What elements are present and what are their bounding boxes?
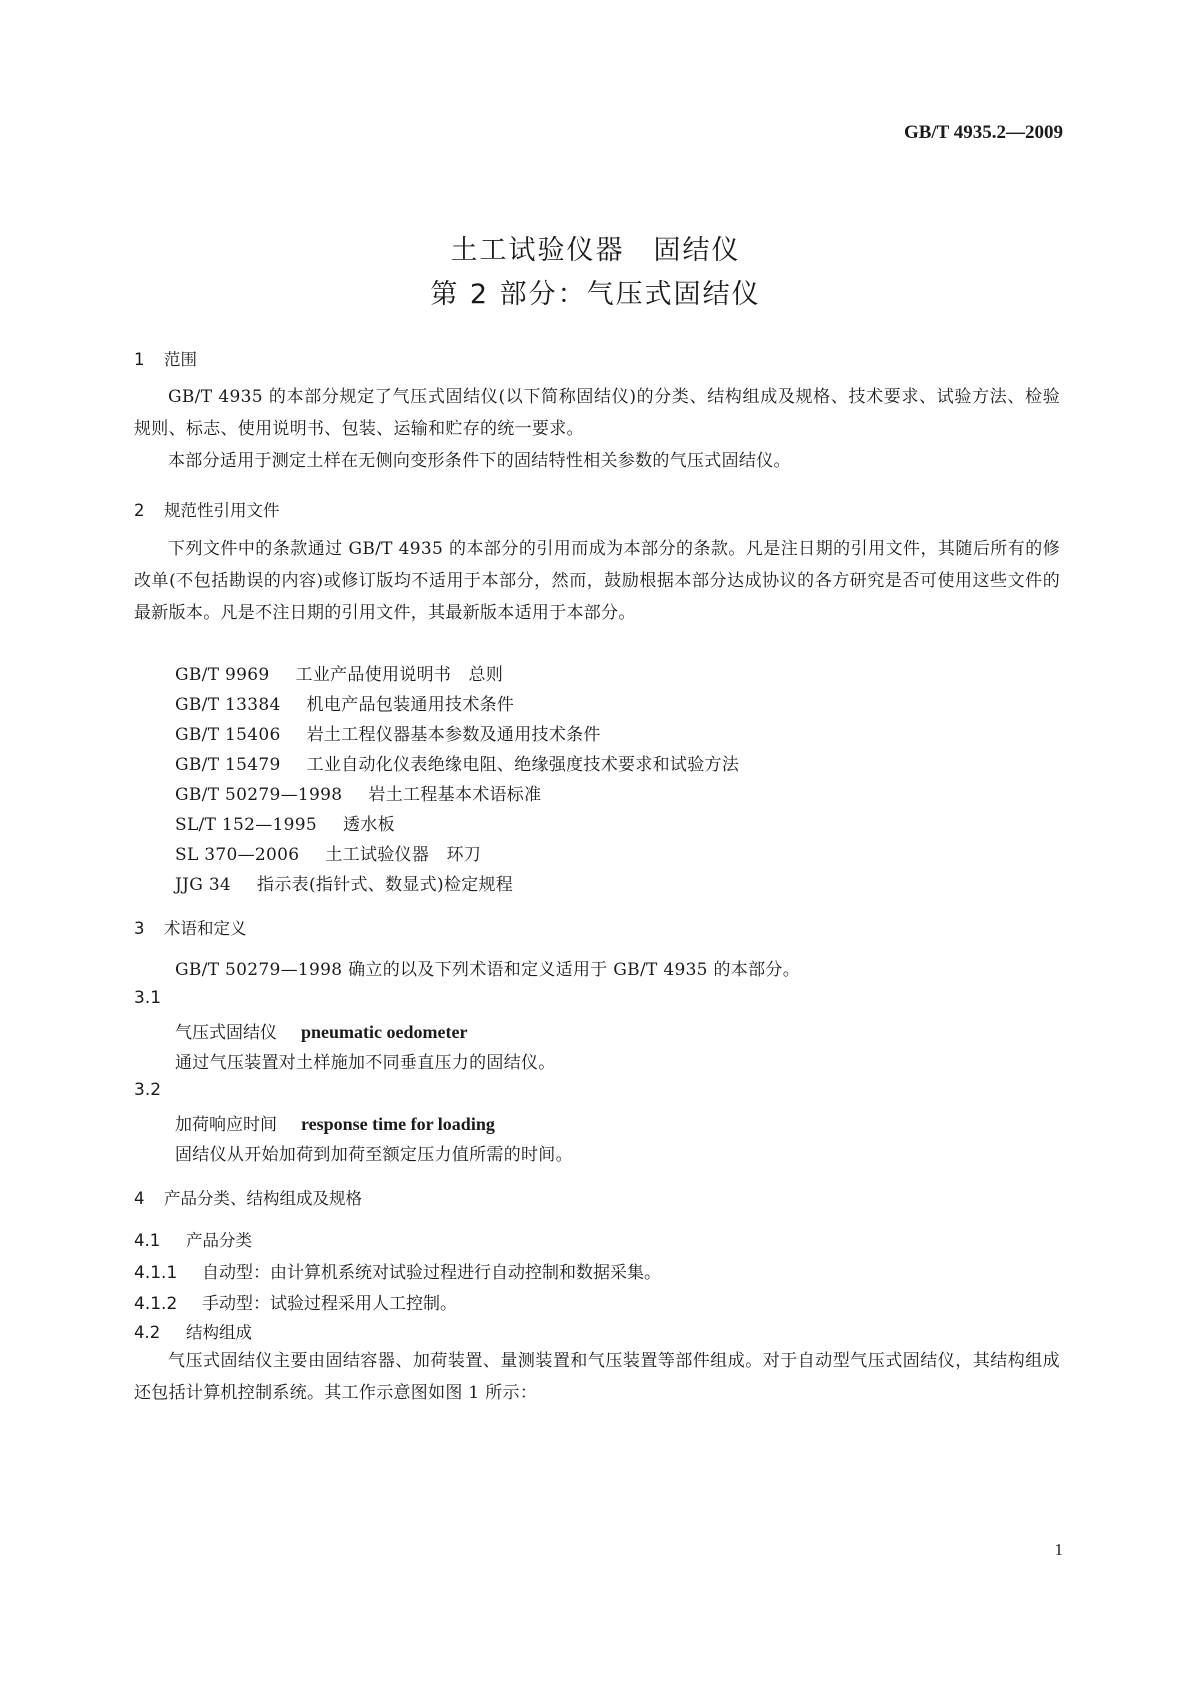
subsection-number: 4.1 [134,1231,161,1250]
subsection-title: 结构组成 [186,1323,252,1342]
section-1-para-1: GB/T 4935 的本部分规定了气压式固结仪(以下简称固结仪)的分类、结构组成及规格、技术要求、试验方法、检验规则、标志、使用说明书、包装、运输和贮存的统一要求。 [134,387,1060,439]
reference-title: 透水板 [343,815,395,835]
subsection-4-1-heading [134,1227,252,1251]
clause-text: ：试验过程采用人工控制。 [253,1294,457,1314]
term-name [175,1018,467,1043]
reference-code: SL 370—2006 [175,845,300,865]
page-number: 1 [1054,1540,1063,1559]
clause-label: 自动型 [202,1263,253,1283]
reference-title: 机电产品包装通用技术条件 [306,695,515,715]
section-title: 产品分类、结构组成及规格 [164,1189,362,1208]
subsection-number: 4.2 [134,1323,161,1342]
reference-code: GB/T 9969 [175,665,270,685]
reference-title: 工业自动化仪表绝缘电阻、绝缘强度技术要求和试验方法 [306,755,740,775]
term-name-en: pneumatic oedometer [301,1022,468,1042]
section-number: 2 [134,501,145,520]
reference-title: 岩土工程基本术语标准 [368,785,542,805]
doc-title-line2: 第 2 部分：气压式固结仪 [430,279,761,310]
section-title: 范围 [164,350,197,369]
reference-item [175,720,601,745]
reference-item [175,750,739,775]
clause-number: 4.1.1 [134,1263,178,1283]
reference-title: 土工试验仪器 环刀 [325,845,482,865]
term-name-cn: 气压式固结仪 [175,1023,277,1043]
section-1-para-2: 本部分适用于测定土样在无侧向变形条件下的固结特性相关参数的气压式固结仪。 [168,451,791,471]
clause-text: ：由计算机系统对试验过程进行自动控制和数据采集。 [253,1263,661,1283]
reference-code: SL/T 152—1995 [175,815,318,835]
section-3-heading [134,915,247,939]
reference-item [175,810,395,835]
section-4-para-1: 气压式固结仪主要由固结容器、加荷装置、量测装置和气压装置等部件组成。对于自动型气压式固结仪，其结构组成还包括计算机控制系统。其工作示意图如图 1 所示： [134,1351,1060,1403]
section-title: 规范性引用文件 [164,501,280,520]
section-number: 1 [134,350,145,369]
term-name-en: response time for loading [301,1114,495,1134]
reference-title: 岩土工程仪器基本参数及通用技术条件 [306,725,601,745]
term-name-cn: 加荷响应时间 [175,1115,277,1135]
reference-item [175,690,514,715]
clause-number: 4.1.2 [134,1294,178,1314]
reference-code: GB/T 13384 [175,695,281,715]
clause-4-1-1 [134,1258,661,1283]
term-definition: 通过气压装置对土样施加不同垂直压力的固结仪。 [175,1053,556,1073]
section-title: 术语和定义 [164,919,247,938]
reference-code: GB/T 50279—1998 [175,785,343,805]
reference-code: GB/T 15479 [175,755,281,775]
reference-item [175,870,513,895]
term-definition: 固结仪从开始加荷到加荷至额定压力值所需的时间。 [175,1145,573,1165]
section-1-heading [134,346,197,370]
section-4-heading [134,1185,362,1209]
reference-title: 指示表(指针式、数显式)检定规程 [257,875,514,895]
term-number: 3.2 [134,1080,162,1100]
doc-title-line1: 土工试验仪器 固结仪 [450,235,741,266]
reference-title: 工业产品使用说明书 总则 [295,665,504,685]
section-3-para-1: GB/T 50279—1998 确立的以及下列术语和定义适用于 GB/T 4935 的本部分。 [175,960,801,980]
section-2-heading [134,497,280,521]
reference-item [175,840,481,865]
reference-code: JJG 34 [175,875,232,895]
section-number: 4 [134,1189,145,1208]
standard-code: GB/T 4935.2—2009 [903,122,1063,143]
clause-label: 手动型 [202,1294,253,1314]
reference-code: GB/T 15406 [175,725,281,745]
section-number: 3 [134,919,145,938]
clause-4-1-2 [134,1289,457,1314]
subsection-title: 产品分类 [186,1231,252,1250]
section-2-para-1: 下列文件中的条款通过 GB/T 4935 的本部分的引用而成为本部分的条款。凡是注日期的引用文件，其随后所有的修改单(不包括勘误的内容)或修订版均不适用于本部分，然而，鼓励根据本部分达成协议的各方研究是否可使用这些文件的最新版本。凡是不注日期的引用文件，其最新版本适用于本部分。 [134,539,1060,623]
term-number: 3.1 [134,988,162,1008]
reference-item [175,660,503,685]
term-name [175,1110,495,1135]
reference-item [175,780,541,805]
subsection-4-2-heading [134,1319,252,1343]
